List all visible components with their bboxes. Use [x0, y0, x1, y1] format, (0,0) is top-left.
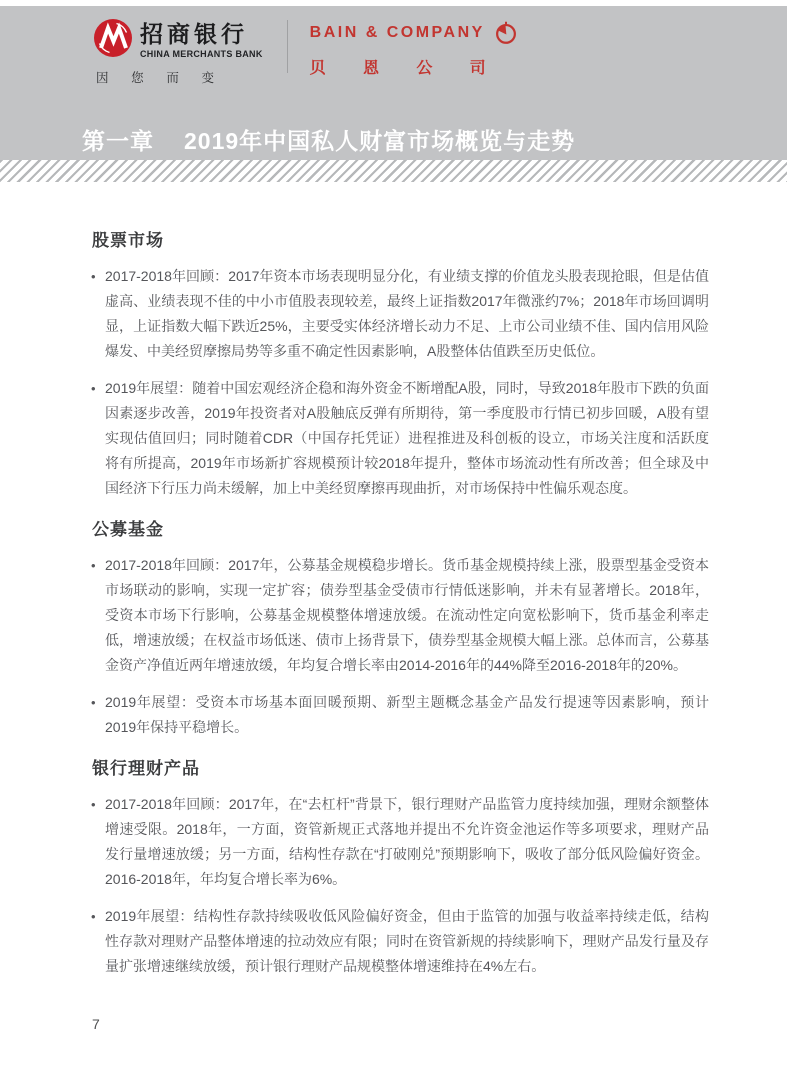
bullet-item — [92, 904, 709, 979]
bullet-marker: • — [91, 558, 96, 573]
bullet-marker: • — [91, 269, 96, 284]
bain-logo — [310, 18, 518, 78]
bullet-marker: • — [91, 695, 96, 710]
bullet-item — [92, 792, 709, 892]
bain-compass-icon — [494, 21, 518, 45]
section-bank-wealth-products — [92, 758, 709, 979]
bullet-text: 2019年展望：受资本市场基本面回暖预期、新型主题概念基金产品发行提速等因素影响，预计2019年保持平稳增长。 — [105, 694, 709, 735]
cmb-logo — [93, 18, 263, 86]
bullet-marker: • — [91, 381, 96, 396]
section-public-funds — [92, 519, 709, 740]
cmb-logo-icon — [93, 18, 133, 58]
bullet-item — [92, 553, 709, 678]
cmb-name-cn: 招商银行 — [140, 21, 248, 47]
bullet-text: 2017-2018年回顾：2017年资本市场表现明显分化，有业绩支撑的价值龙头股表现抢眼，但是估值虚高、业绩表现不佳的中小市值股表现较差，最终上证指数2017年微涨约7%；2018年市场回调明显，上证指数大幅下跌近25%，主要受实体经济增长动力不足、上市公司业绩不佳、国内信用风险爆发、中美经贸摩擦局势等多重不确定性因素影响，A股整体估值跌至历史低位。 — [105, 268, 709, 359]
section-heading: 银行理财产品 — [92, 759, 200, 778]
bullet-text: 2019年展望：结构性存款持续吸收低风险偏好资金，但由于监管的加强与收益率持续走低，结构性存款对理财产品整体增速的拉动效应有限；同时在资管新规的持续影响下，理财产品发行量及存量扩张增速继续放缓，预计银行理财产品规模整体增速维持在4%左右。 — [105, 908, 709, 974]
cmb-name-en: CHINA MERCHANTS BANK — [140, 49, 263, 59]
bullet-text: 2017-2018年回顾：2017年，公募基金规模稳步增长。货币基金规模持续上涨，股票型基金受资本市场联动的影响，实现一定扩容；债券型基金受债市行情低迷影响，并未有显著增长。2018年，受资本市场下行影响，公募基金规模整体增速放缓。在流动性定向宽松影响下，货币基金利率走低，增速放缓；在权益市场低迷、债市上扬背景下，债券型基金规模大幅上涨。总体而言，公募基金资产净值近两年增速放缓，年均复合增长率由2014-2016年的44%降至2016-2018年的20%。 — [105, 557, 709, 673]
section-stock-market — [92, 230, 709, 501]
bullet-item — [92, 690, 709, 740]
cmb-tagline: 因您而变 — [96, 71, 214, 85]
bullet-item — [92, 264, 709, 364]
bullet-item — [92, 376, 709, 501]
header-divider — [287, 20, 288, 73]
chapter-label: 第一章 — [82, 128, 154, 154]
bullet-marker: • — [91, 909, 96, 924]
bain-name-en: BAIN & COMPANY — [309, 24, 485, 41]
bullet-text: 2019年展望：随着中国宏观经济企稳和海外资金不断增配A股，同时，导致2018年股市下跌的负面因素逐步改善，2019年投资者对A股触底反弹有所期待，第一季度股市行情已初步回暖，A股有望实现估值回归；同时随着CDR（中国存托凭证）进程推进及科创板的设立，市场关注度和活跃度将有所提高，2019年市场新扩容规模预计较2018年提升，整体市场流动性有所改善；但全球及中国经济下行压力尚未缓解，加上中美经贸摩擦再现曲折，对市场保持中性偏乐观态度。 — [105, 380, 709, 496]
logo-row — [0, 6, 787, 86]
decorative-stripes — [0, 160, 787, 182]
cmb-logo-text — [140, 18, 263, 59]
bullet-marker: • — [91, 797, 96, 812]
chapter-banner — [0, 126, 787, 156]
chapter-title: 2019年中国私人财富市场概览与走势 — [184, 128, 576, 154]
bain-name-cn: 贝恩公司 — [309, 60, 486, 77]
page-header — [0, 6, 787, 160]
bullet-text: 2017-2018年回顾：2017年，在“去杠杆”背景下，银行理财产品监管力度持续加强，理财余额整体增速受限。2018年，一方面，资管新规正式落地并提出不允许资金池运作等多项要求，理财产品发行量增速放缓；另一方面，结构性存款在“打破刚兑”预期影响下，吸收了部分低风险偏好资金。2016-2018年，年均复合增长率为6%。 — [105, 796, 709, 887]
page-body — [0, 230, 787, 979]
section-heading: 股票市场 — [92, 231, 164, 250]
section-heading: 公募基金 — [92, 520, 164, 539]
page-number: 7 — [92, 1016, 100, 1032]
